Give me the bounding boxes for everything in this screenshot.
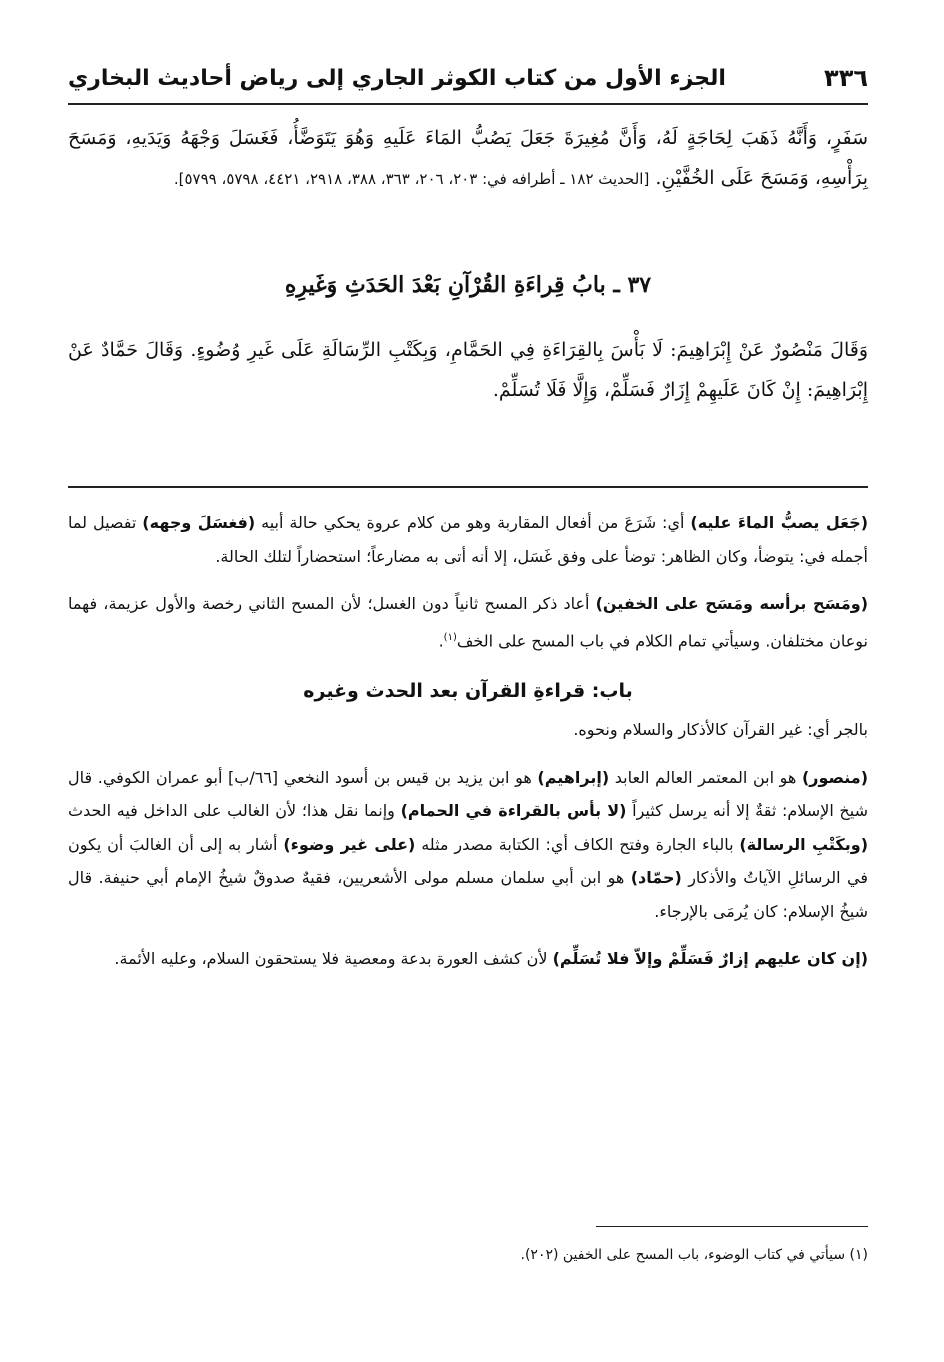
commentary-text: بالباء الجارة وفتح الكاف أي: الكتابة مصدر مثله — [415, 834, 740, 854]
commentary-term: (إبراهيم) — [537, 767, 610, 787]
commentary-term: (لا بأس بالقراءة في الحمام) — [400, 801, 627, 821]
commentary-term: (وبكَتْبِ الرسالة) — [739, 834, 869, 854]
commentary-paragraph — [68, 942, 868, 976]
commentary-paragraph — [68, 587, 868, 657]
commentary-term: (منصور) — [801, 767, 869, 787]
commentary-text: وإنما نقل هذا؛ لأن الغالب على الداخل فيه الحدث — [68, 801, 401, 821]
page-header — [68, 56, 868, 100]
footnote-mark: (١) — [849, 1247, 868, 1263]
commentary-paragraph: بالجر أي: غير القرآن كالأذكار والسلام ونحوه. — [573, 720, 868, 740]
commentary-text: هو ابن المعتمر العالم العابد — [609, 767, 802, 787]
header-rule — [68, 103, 868, 105]
commentary-text: هو ابن أبي سلمان مسلم مولى الأشعريين، فقيهٌ صدوقٌ شيخُ الإمام أبي حنيفة. قال شيخُ الإسلام: كان يُرمَى بالإرجاء. — [68, 868, 868, 921]
section-heading: باب: قراءةِ القرآن بعد الحدث وغيره — [303, 680, 633, 703]
commentary-term: (جَعَل يصبُّ الماءَ عليه) — [690, 513, 869, 532]
footnote — [68, 1240, 868, 1270]
chapter-text: وَقَالَ مَنْصُورٌ عَنْ إِبْرَاهِيمَ: لَا بَأْسَ بِالقِرَاءَةِ فِي الحَمَّامِ، وَبِكَتْبِ الرِّسَالَةِ عَلَى غَيرِ وُضُوءٍ. وَقَالَ حَمَّادٌ عَنْ إِبْرَاهِيمَ: إِنْ كَانَ عَلَيهِمْ إِزَارٌ فَسَلِّمْ، وَإِلَّا فَلَا تُسَلِّمْ. — [68, 339, 868, 401]
running-title: الجزء الأول من كتاب الكوثر الجاري إلى رياض أحاديث البخاري — [68, 65, 726, 91]
hadith-body: سَفَرٍ، وَأَنَّهُ ذَهَبَ لِحَاجَةٍ لَهُ، وَأَنَّ مُغِيرَةَ جَعَلَ يَصُبُّ المَاءَ عَلَيهِ وَهُوَ يَتَوَضَّأُ، فَغَسَلَ وَجْهَهُ وَيَدَيهِ، وَمَسَحَ بِرَأْسِهِ، وَمَسَحَ عَلَى الخُفَّيْنِ. — [68, 127, 868, 189]
commentary-text: أي: شَرَعَ من أفعال المقاربة وهو من كلام عروة يحكي حالة أبيه — [255, 513, 691, 532]
page-number: ٣٣٦ — [824, 64, 868, 92]
commentary-paragraph — [68, 761, 868, 929]
hadith-reference: [الحديث ١٨٢ ـ أطرافه في: ٢٠٣، ٢٠٦، ٣٦٣، ٣٨٨، ٢٩١٨، ٤٤٢١، ٥٧٩٨، ٥٧٩٩]. — [173, 170, 650, 188]
footnote-reference: (١) — [443, 631, 457, 643]
commentary — [68, 506, 868, 990]
commentary-term: (إن كان عليهم إزارٌ فَسَلِّمْ وإلاّ فلا تُسَلِّم) — [552, 949, 868, 969]
footnote-text: سيأتي في كتاب الوضوء، باب المسح على الخفين (٢٠٢). — [520, 1247, 846, 1263]
commentary-term: (على غير وضوء) — [283, 834, 416, 854]
commentary-text: تفصيل لما أجمله في: يتوضأ، وكان الظاهر: توضأ على وفق غَسَل، إلا أنه أتى به مضارعاً؛ استحضاراً لتلك الحالة. — [68, 513, 868, 566]
main-divider — [68, 486, 868, 488]
commentary-paragraph — [68, 506, 868, 573]
chapter-heading: ٣٧ ـ بابُ قِراءَةِ القُرْآنِ بَعْدَ الحَدَثِ وَغَيرِهِ — [284, 272, 652, 298]
commentary-term: (فغسَلَ وجهه) — [142, 513, 256, 532]
hadith-text — [68, 118, 868, 199]
commentary-text: أعاد ذكر المسح ثانياً دون الغسل؛ لأن المسح الثاني رخصة والأول عزيمة، فهما نوعان مختلفان. وسيأتي تمام الكلام في باب المسح على الخف — [68, 594, 868, 650]
commentary-text: هو ابن يزيد بن قيس بن أسود النخعي [٦٦/ب] أبو عمران الكوفي. قال شيخ الإسلام: ثقةٌ إلا أنه يرسل كثيراً — [68, 767, 868, 821]
commentary-term: (ومَسَح برأسه ومَسَح على الخفين) — [595, 594, 869, 613]
commentary-term: (حمّاد) — [630, 868, 682, 888]
commentary-text: أشار به إلى أن الغالبَ أن يكون في الرسائلِ الآياتُ والأذكار — [68, 834, 868, 888]
commentary-text: . — [438, 630, 444, 650]
commentary-text: لأن كشف العورة بدعة ومعصية فلا يستحقون السلام، وعليه الأئمة. — [114, 949, 553, 969]
footnote-rule — [596, 1226, 868, 1227]
